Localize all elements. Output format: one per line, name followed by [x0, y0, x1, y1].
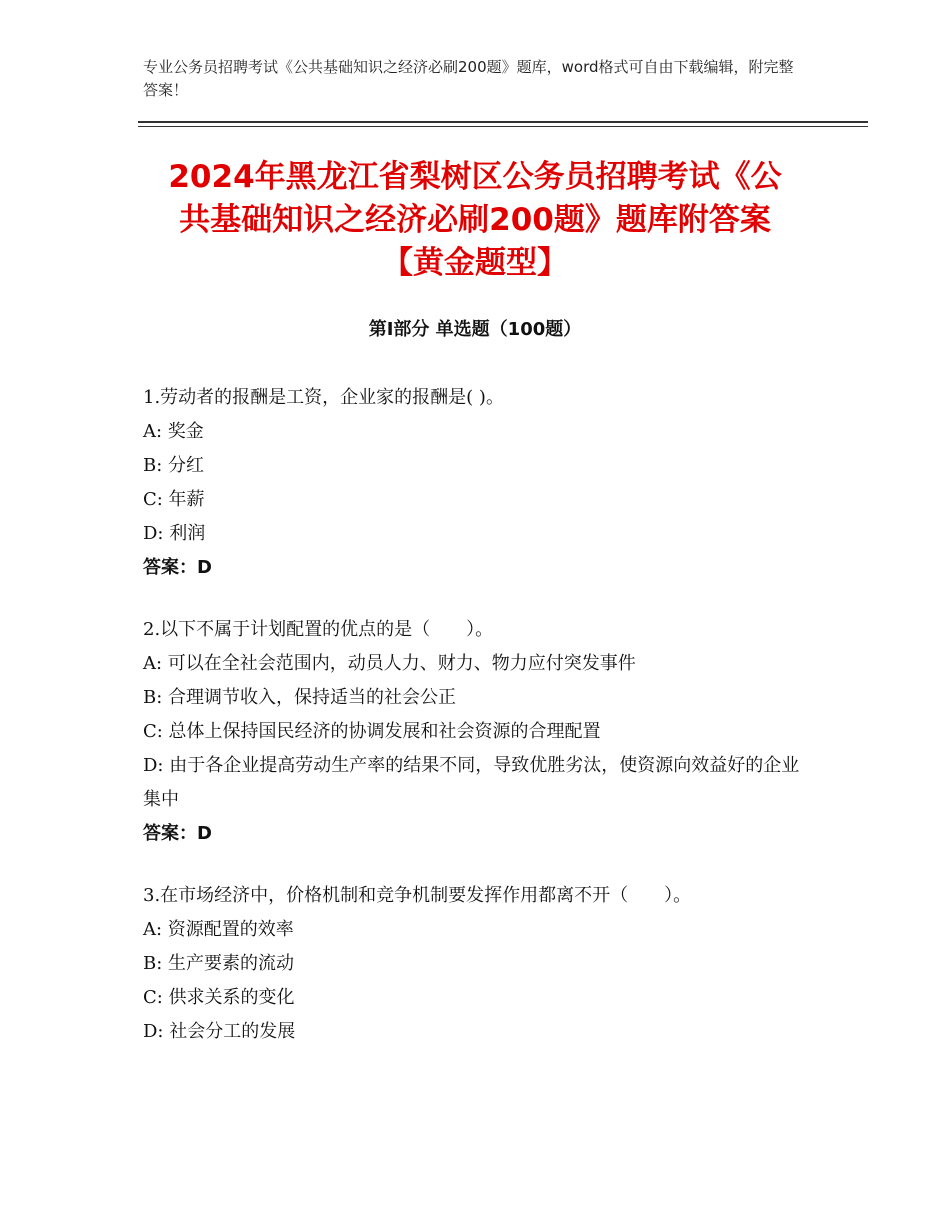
option-c: C: 年薪	[143, 489, 205, 510]
option-a: A: 奖金	[143, 421, 204, 442]
option-a: A: 可以在全社会范围内，动员人力、财力、物力应付突发事件	[143, 653, 636, 674]
header-rule-thick	[138, 121, 868, 123]
option-b: B: 分红	[143, 455, 205, 476]
question-stem: 1.劳动者的报酬是工资，企业家的报酬是( )。	[143, 387, 504, 408]
question-1	[143, 381, 813, 585]
option-c: C: 供求关系的变化	[143, 987, 295, 1008]
title-line-1: 2024年黑龙江省梨树区公务员招聘考试《公	[168, 159, 782, 195]
title-line-2: 共基础知识之经济必刷200题》题库附答案	[179, 202, 771, 238]
question-stem: 3.在市场经济中，价格机制和竞争机制要发挥作用都离不开（ ）。	[143, 885, 692, 906]
option-b: B: 生产要素的流动	[143, 953, 295, 974]
title-line-3: 【黄金题型】	[382, 245, 568, 281]
header-rule-thin	[138, 126, 868, 127]
header-note: 专业公务员招聘考试《公共基础知识之经济必刷200题》题库，word格式可自由下载编辑，附完整答案！	[143, 58, 794, 99]
answer-line: 答案：D	[143, 557, 212, 578]
option-d: D: 利润	[143, 523, 206, 544]
option-d: D: 社会分工的发展	[143, 1021, 296, 1042]
question-3	[143, 879, 813, 1049]
question-stem: 2.以下不属于计划配置的优点的是（ ）。	[143, 619, 494, 640]
option-b: B: 合理调节收入，保持适当的社会公正	[143, 687, 457, 708]
option-c: C: 总体上保持国民经济的协调发展和社会资源的合理配置	[143, 721, 601, 742]
question-2	[143, 613, 813, 851]
answer-line: 答案：D	[143, 823, 212, 844]
option-d: D: 由于各企业提高劳动生产率的结果不同，导致优胜劣汰，使资源向效益好的企业集中	[143, 755, 800, 810]
question-list	[143, 381, 813, 1077]
document-title	[120, 156, 830, 285]
section-title: 第Ⅰ部分 单选题（100题）	[368, 319, 582, 340]
option-a: A: 资源配置的效率	[143, 919, 294, 940]
